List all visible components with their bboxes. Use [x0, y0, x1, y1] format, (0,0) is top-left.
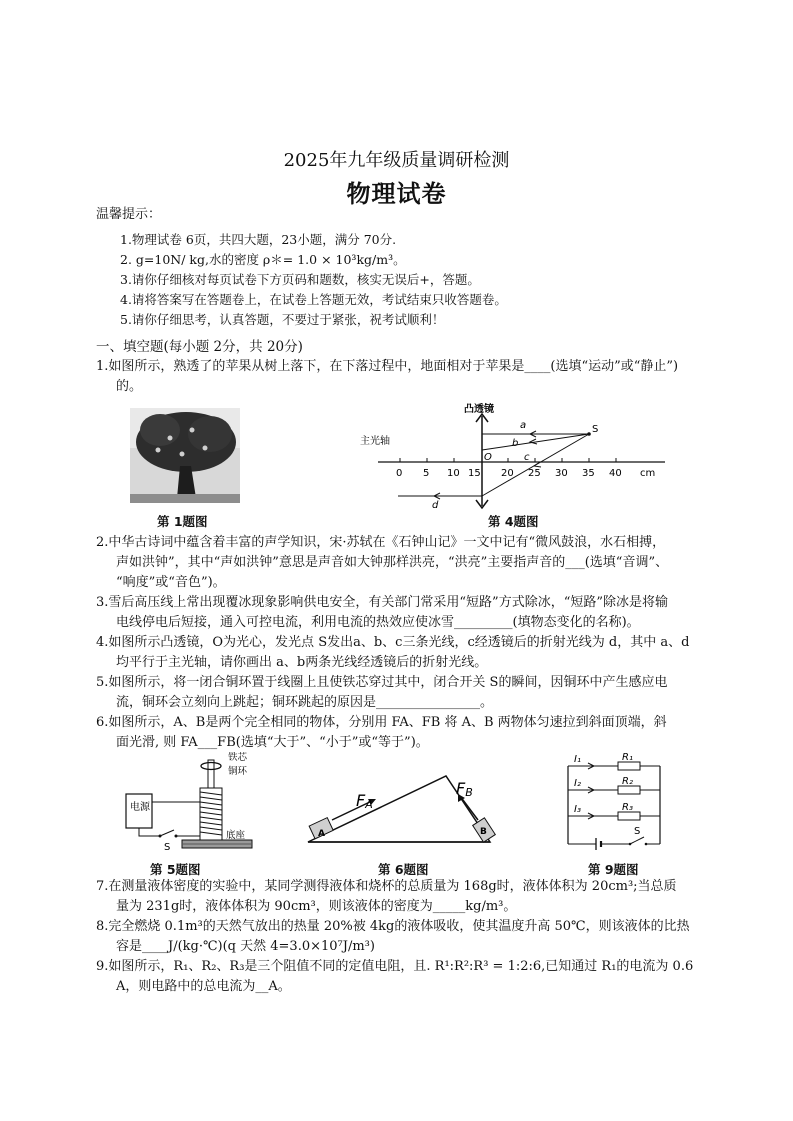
question-9-line: A，则电路中的总电流为__A。: [116, 979, 291, 994]
tick-label: 5: [423, 468, 430, 479]
ray-c-label: c: [524, 452, 530, 463]
ring-label: 铜环: [228, 766, 248, 777]
section-heading: 一、填空题(每小题 2分，共 20分): [96, 339, 303, 355]
block-a-label: A: [318, 829, 325, 839]
question-2-line: 2.中华古诗词中蕴含着丰富的声学知识，宋·苏轼在《石钟山记》一文中记有“微风鼓浪，水石相搏，: [96, 535, 666, 550]
switch-label: S: [164, 842, 171, 853]
question-3-line: 3.雪后高压线上常出现覆冰现象影响供电安全，有关部门常采用“短路”方式除冰，“短路”除冰是将输: [96, 595, 668, 610]
block-b-label: B: [480, 827, 487, 837]
ray-d-label: d: [432, 500, 439, 510]
resistor-2-label: R₂: [622, 776, 633, 787]
question-5-line: 流，铜环会立刻向上跳起；铜环跳起的原因是________________。: [116, 695, 494, 710]
apple-tree-photo: [130, 408, 240, 503]
figure-6-caption: 第 6题图: [378, 862, 429, 877]
resistor-1-label: R₁: [622, 752, 633, 763]
tick-label: 10: [447, 468, 460, 479]
ray-a-label: a: [520, 420, 527, 431]
tick-label: 0: [396, 468, 403, 479]
question-7-line: 7.在测量液体密度的实验中，某同学测得液体和烧杯的总质量为 168g时，液体体积为 20cm³;当总质: [96, 879, 677, 894]
question-1-line: 1.如图所示，熟透了的苹果从树上落下，在下落过程中，地面相对于苹果是____(选填“运动”或“静止”): [96, 359, 679, 374]
current-3-label: I₃: [574, 804, 581, 815]
tick-label: 30: [555, 468, 568, 479]
tick-label: 35: [582, 468, 595, 479]
tips-heading: 温馨提示：: [96, 207, 162, 222]
force-a-label: FA: [356, 791, 373, 811]
question-3-line: 电线停电后短接，通入可控电流，利用电流的热效应使冰雪_________(填物态变化的名称)。: [116, 615, 640, 630]
resistor-3-label: R₃: [622, 802, 633, 813]
convex-lens-diagram: [360, 400, 670, 510]
current-1-label: I₁: [574, 754, 581, 765]
question-9-line: 9.如图所示，R₁、R₂、R₃是三个阻值不同的定值电阻，且. R¹:R²:R³ = 1:2:6,已知通过 R₁的电流为 0.6: [96, 959, 694, 974]
tick-label: 25: [528, 468, 541, 479]
current-2-label: I₂: [574, 778, 581, 789]
question-6-line: 面光滑, 则 FA___FB(选填“大于”、“小于”或“等于”)。: [116, 735, 429, 750]
ray-b-label: b: [512, 438, 519, 449]
switch-label: S: [634, 826, 641, 837]
tick-label: 15: [468, 468, 481, 479]
question-6-line: 6.如图所示，A、B是两个完全相同的物体，分别用 FA、FB 将 A、B 两物体匀速拉到斜面顶端，斜: [96, 715, 667, 730]
question-5-line: 5.如图所示，将一闭合铜环置于线圈上且使铁芯穿过其中，闭合开关 S的瞬间，因铜环中产生感应电: [96, 675, 668, 690]
subject-title: 物理试卷: [346, 179, 447, 208]
figure-5-caption: 第 5题图: [150, 862, 201, 877]
question-1-line: 的。: [116, 379, 143, 394]
tip-item: 1.物理试卷 6页，共四大题，23小题，满分 70分.: [120, 232, 397, 247]
question-2-line: 声如洪钟”，其中“声如洪钟”意思是声音如大钟那样洪亮，“洪亮”主要指声音的___(选填“音调”、: [116, 555, 669, 570]
tip-item: 5.请你仔细思考，认真答题，不要过于紧张，祝考试顺利！: [120, 312, 445, 327]
tip-item: 2. g=10N/ kg,水的密度 ρ＊= 1.0 × 10³kg/m³。: [120, 252, 406, 267]
question-8-line: 8.完全燃烧 0.1m³的天然气放出的热量 20%被 4kg的液体吸收，使其温度升高 50℃，则该液体的比热: [96, 919, 690, 934]
power-label: 电源: [130, 802, 150, 813]
tip-item: 3.请你仔细核对每页试卷下方页码和题数，核实无误后+，答题。: [120, 272, 480, 287]
question-7-line: 量为 231g时，液体体积为 90cm³，则该液体的密度为_____kg/m³。: [116, 899, 517, 914]
figure-9-caption: 第 9题图: [588, 862, 639, 877]
coil-ring-diagram: [122, 752, 282, 860]
question-2-line: “响度”或“音色”)。: [116, 575, 226, 590]
base-label: 底座: [226, 830, 246, 841]
axis-label: 主光轴: [360, 436, 390, 447]
tip-item: 4.请将答案写在答题卷上，在试卷上答题无效，考试结束只收答题卷。: [120, 292, 507, 307]
question-4-line: 均平行于主光轴，请你画出 a、b两条光线经透镜后的折射光线。: [116, 655, 488, 670]
question-8-line: 容是____J/(kg·℃)(q 天然 4=3.0×10⁷J/m³): [116, 939, 375, 954]
tick-label: 40: [609, 468, 622, 479]
point-o-label: O: [484, 452, 492, 463]
incline-diagram: [298, 772, 498, 852]
exam-title: 2025年九年级质量调研检测: [283, 150, 510, 171]
lens-label: 凸透镜: [464, 404, 494, 415]
parallel-circuit-diagram: [560, 752, 670, 858]
tick-unit: cm: [640, 468, 656, 479]
figure-4-caption: 第 4题图: [488, 514, 539, 529]
point-s-label: S: [592, 424, 599, 435]
tick-label: 20: [501, 468, 514, 479]
figure-1-caption: 第 1题图: [157, 514, 208, 529]
question-4-line: 4.如图所示凸透镜，O为光心，发光点 S发出a、b、c三条光线，c经透镜后的折射光线为 d，其中 a、d: [96, 635, 690, 650]
core-label: 铁芯: [228, 752, 248, 763]
force-b-label: FB: [456, 779, 473, 799]
